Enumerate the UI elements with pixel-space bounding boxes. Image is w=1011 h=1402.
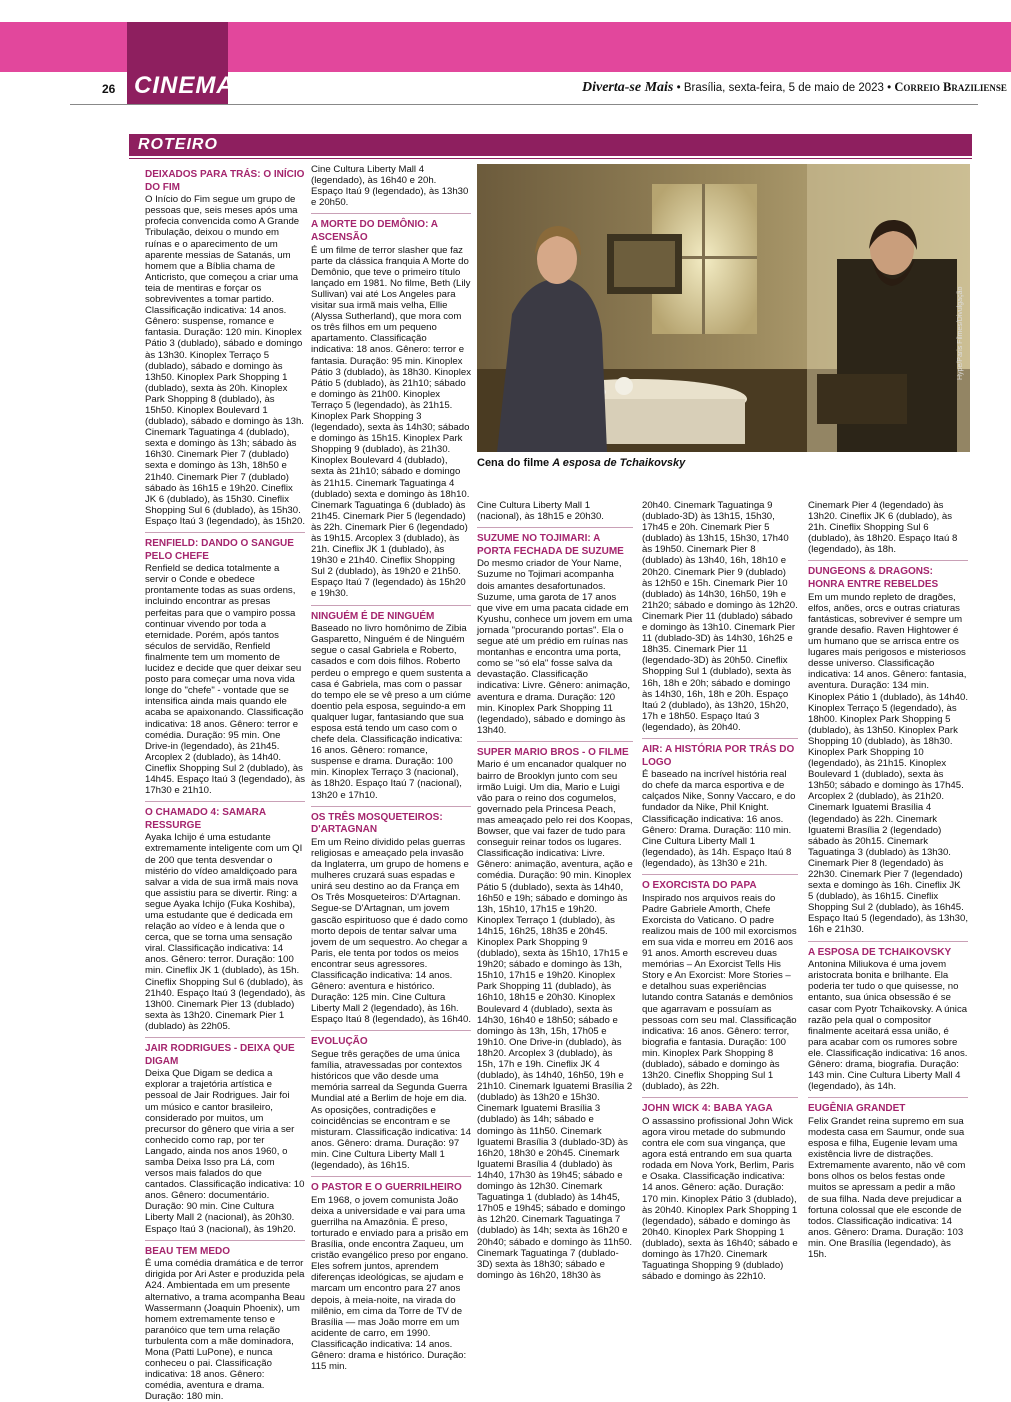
listing-divider: [477, 527, 633, 528]
header-pink-band-left: [0, 22, 127, 72]
listing-title: SUPER MARIO BROS - O FILME: [477, 746, 629, 758]
listing-text: Renfield se dedica totalmente a servir o Conde e obedece prontamente todas as suas ordens, incluindo encontrar as presas perfeitas para que o vampiro possa continuar vivendo por toda a eternidade. Porém, após tantos séculos de servidão, Renfield finalmente tem um momento de lucidez e decide que quer deixar seu posto para começar uma nova vida longe do "chefe" - vontade que se intensifica ainda mais quando ele acaba se apaixonando. Classificação indicativa: 18 anos. Gênero: terror e comédia. Duração: 95 min. One Drive-in (legendado), às 21h45. Arcoplex 2 (dublado), às 14h40. Cineflix Shopping Sul 2 (dublado), às 14h45. Espaço Itaú 3 (legendado), às 17h30 e 21h10.: [145, 563, 306, 797]
header-divider: [70, 104, 978, 105]
listing-text: Mario é um encanador qualquer no bairro de Brooklyn junto com seu irmão Luigi. Um dia, Mario e Luigi vão para o reino dos cogumelos, governado pela Princesa Peach, mas ameaçado pelo rei dos Koopas, Bowser, que vai fazer de tudo para conseguir reinar todos os lugares. Classificação indicativa: Livre. Gênero: animação, aventura, ação e comédia. Duração: 90 min. Kinoplex Pátio 5 (dublado), sexta às 14h40, 16h50 e 19h; sábado e domingo às 13h, 15h10, 17h15 e 19h20. Kinoplex Terraço 1 (dublado), às 14h15, 16h25, 18h35 e 20h45. Kinoplex Park Shopping 9 (dublado), sexta às 15h10, 17h15 e 19h20; sábado e domingo às 13h, 15h10, 17h15 e 19h20. Kinoplex Park Shopping 11 (dublado), às 16h10, 18h15 e 20h30. Kinoplex Boulevard 4 (dublado), sexta às 14h30, 16h40 e 18h50; sábado e domingo às 13h, 15h, 17h05 e 19h10. One Drive-in (dublado), às 18h20. Arcoplex 3 (dublado), às 15h, 17h e 19h. Cineflix JK 4 (dublado), às 14h40, 16h50, 19h e 21h10. Cinemark Iguatemi Brasília 2 (dublado) às 13h20 e 15h30. Cinemark Iguatemi Brasília 3 (dublado) às 14h; sábado e domingo às 11h50. Cinemark Iguatemi Brasília 3 (dublado-3D) às 16h20, 18h30 e 20h45. Cinemark Iguatemi Brasília 4 (dublado) às 14h40, 17h30 às 19h45; sábado e domingo às 12h30. Cinemark Taguatinga 1 (dublado) às 14h45, 17h05 e 19h45; sábado e domingo às 12h20. Cinemark Taguatinga 7 (dublado) às 14h; sexta às 16h20 e 20h40; sábado e domingo às 11h50. Cinemark Taguatinga 7 (dublado-3D) sexta às 18h30; sábado e domingo às 16h20, 18h30 às: [477, 759, 633, 1281]
listing-divider: [808, 560, 968, 561]
listing-text: Em um mundo repleto de dragões, elfos, anões, orcs e outras criaturas fantásticas, sobreviver é sempre um grande desafio. Raven Hightower é um humano que se arrisca entre os lugares mais perigosos e misteriosos desse universo. Classificação indicativa: 14 anos. Gênero: fantasia, aventura. Duração: 134 min. Kinoplex Pátio 1 (dublado), às 14h40. Kinoplex Terraço 5 (legendado), às 18h00. Kinoplex Park Shopping 5 (dublado), às 13h50. Kinoplex Park Shopping 10 (dublado), às 18h30. Kinoplex Park Shopping 10 (legendado), às 21h15. Kinoplex Boulevard 1 (dublado), sexta às 13h50; sábado e domingo às 17h45. Arcoplex 2 (dublado), às 21h20. Cinemark Iguatemi Brasília 4 (legendado) às 22h. Cinemark Iguatemi Brasília 2 (legendado) sábado às 20h15. Cinemark Taguatinga 3 (dublado) às 13h30. Cinemark Pier 8 (legendado) às 22h30. Cinemark Pier 7 (legendado) sexta e domingo às 16h. Cineflix JK 5 (dublado), às 16h15. Cineflix Shopping Sul 2 (dublado), às 16h45. Espaço Itaú 5 (legendado), às 13h30, 16h e 21h30.: [808, 591, 969, 936]
listing-text: Felix Grandet reina supremo em sua modesta casa em Saumur, onde sua esposa e filha, Eugenie levam uma existência livre de distrações. Extremamente avarento, não vê com bons olhos os belos festas onde muitos se apressam a pedir a mão de sua filha. Nada deve prejudicar a fortuna colossal que ele esconde de todos. Classificação indicativa: 14 anos. Gênero: Drama. Duração: 103 min. One Brasília (legendado), às 15h.: [808, 1115, 966, 1260]
listing-title: O CHAMADO 4: SAMARA RESSURGE: [145, 807, 266, 831]
section-title: CINEMA: [134, 72, 235, 99]
listing-title: A MORTE DO DEMÔNIO: A ASCENSÃO: [311, 219, 438, 243]
listing-title: EVOLUÇÃO: [311, 1036, 368, 1048]
listing-text: Cine Cultura Liberty Mall 4 (legendado), às 16h40 e 20h. Espaço Itaú 9 (legendado), às 13h30 e 20h50.: [311, 164, 469, 209]
listing-text: Ayaka Ichijo é uma estudante extremamente inteligente com um QI de 200 que tenta desvendar o mistério do vídeo amaldiçoado para salvar a vida de sua irmã mais nova que assistiu para se divertir. Ring: a segue Ayaka Ichijo (Fuka Koshiba), uma estudante que é dedicada em relação ao vídeo e à lenda que o cerca, que se torna uma sensação viral. Classificação indicativa: 14 anos. Gênero: terror. Duração: 100 min. Cineflix JK 1 (dublado), às 15h. Cineflix Shopping Sul 6 (dublado), às 21h40. Espaço Itaú 3 (legendado), às 13h00. Cinemark Pier 13 (dublado) sexta às 13h20. Cinemark Pier 1 (dublado) às 22h05.: [145, 832, 306, 1032]
listing-title: AIR: A HISTÓRIA POR TRÁS DO LOGO: [642, 743, 795, 768]
listing-column-3: [477, 500, 633, 1281]
listing-divider: [808, 1097, 968, 1098]
roteiro-bar: [129, 134, 972, 156]
listing-text: Cine Cultura Liberty Mall 1 (nacional), às 18h15 e 20h30.: [477, 500, 604, 523]
caption-prefix: Cena do filme: [477, 457, 553, 469]
photo-credit: Hype/Paris Filmes/Divulgação: [957, 286, 964, 380]
listing-text: O assassino profissional John Wick agora virou metade do submundo contra ele com sua vingança, que agora está entrando em sua quarta rodada em Nova York, Berlim, Paris e Osaka. Classificação indicativa: 14 anos. Gênero: ação. Duração: 170 min. Kinoplex Pátio 3 (dublado), às 20h40. Kinoplex Park Shopping 1 (legendado), sábado e domingo às 20h40. Kinoplex Park Shopping 1 (dublado), sexta às 16h40; sábado e domingo às 17h20. Cinemark Taguatinga Shopping 9 (dublado) sábado e domingo às 22h10.: [642, 1115, 798, 1283]
listing-column-5: [808, 500, 969, 1260]
listing-divider: [145, 801, 305, 802]
listing-text: Em um Reino dividido pelas guerras religiosas e ameaçado pela invasão da Inglaterra, um grupo de homens e mulheres cruzará suas espadas e unirá seu destino ao da França em Os Três Mosqueteiros: D'Artagnan. Segue-se D'Artagnan, um jovem gascão espirituoso que é dado como morto depois de tentar salvar uma jovem de um sequestro. Ao chegar a Paris, ele tenta por todos os meios encontrar seus agressores. Classificação indicativa: 14 anos. Gênero: aventura e histórico. Duração: 125 min. Cine Cultura Liberty Mall 2 (legendado), às 16h. Espaço Itaú 8 (legendado), às 16h40.: [311, 836, 472, 1026]
roteiro-underline: [129, 158, 972, 159]
listing-title: DEIXADOS PARA TRÁS: O INÍCIO DO FIM: [145, 169, 305, 193]
listing-text: O Início do Fim segue um grupo de pessoas que, seis meses após uma profecia convencida como A Grande Tribulação, deixou o mundo em ruínas e o aparecimento de um aparente messias de Satanás, um homem que a Bíblia chama de Anticristo, que começou a criar uma teia de mentiras e forçar os sobreviventes a tomar partido. Classificação indicativa: 14 anos. Gênero: suspense, romance e fantasia. Duração: 120 min. Kinoplex Pátio 3 (dublado), sábado e domingo às 13h30. Kinoplex Terraço 5 (dublado), sábado e domingo às 13h50. Kinoplex Park Shopping 1 (dublado), sexta às 20h. Kinoplex Park Shopping 8 (dublado), às 15h50. Kinoplex Boulevard 1 (dublado), sábado e domingo às 13h. Cinemark Taguatinga 4 (dublado), sexta e domingo às 13h; sábado às 16h30. Cinemark Pier 7 (dublado) sexta e domingo às 13h, 18h50 e 21h40. Cinemark Pier 7 (dublado) sábado às 16h15 e 19h20. Cineflix JK 6 (dublado), às 15h30. Cineflix Shopping Sul 6 (dublado), às 15h30. Espaço Itaú 3 (legendado), às 15h20.: [145, 194, 306, 527]
listing-text: Em 1968, o jovem comunista João deixa a universidade e vai para uma guerrilha na Amazônia. É preso, torturado e enviado para a prisão em Brasília, onde encontra Zaqueu, um cristão evangélico preso por engano. Eles sofrem juntos, aprendem diferenças ideológicas, se ajudam e marcam um encontro para 27 anos depois, à meia-noite, na virada do milênio, em cima da Torre de TV de Brasília — mas João morre em um acidente de carro, em 1990. Classificação indicativa: 14 anos. Gênero: drama e histórico. Duração: 115 min.: [311, 1194, 469, 1373]
listing-title: A ESPOSA DE TCHAIKOVSKY: [808, 946, 952, 958]
newspaper-name: Correio Braziliense: [894, 80, 1007, 94]
listing-title: JAIR RODRIGUES - DEIXA QUE DIGAM: [145, 1043, 295, 1067]
dateline-text: Brasília, sexta-feira, 5 de maio de 2023: [683, 82, 884, 94]
page-number: 26: [102, 82, 116, 96]
listing-divider: [311, 1030, 471, 1031]
listing-text: É uma comédia dramática e de terror dirigida por Ari Aster e produzida pela A24. Ambientada em um presente alternativo, a trama acompanha Beau Wassermann (Joaquin Phoenix), um homem extremamente tenso e paranóico que tem uma relação turbulenta com a mãe dominadora, Mona (Patti LuPone), e nunca conheceu o pai. Classificação indicativa: 18 anos. Gênero: comédia, aventura e drama. Duração: 180 min.: [145, 1258, 305, 1402]
listing-divider: [642, 874, 798, 875]
listing-divider: [145, 1037, 305, 1038]
bullet-icon: •: [887, 82, 895, 94]
listing-column-4: [642, 500, 798, 1283]
listing-divider: [145, 1240, 305, 1241]
supplement-name: Diverta-se Mais: [582, 80, 674, 95]
listing-column-1: [145, 164, 306, 1402]
listing-text: Inspirado nos arquivos reais do Padre Gabriele Amorth, Chefe Exorcista do Vaticano. O padre realizou mais de 100 mil exorcismos em sua vida e morreu em 2016 aos 91 anos. Amorth escreveu duas memórias – An Exorcist Tells His Story e An Exorcist: More Stories – e detalhou suas experiências lutando contra Satanás e demônios que agarravam e possuíam as pessoas com seu mal. Classificação indicativa: 16 anos. Gênero: terror, biografia e fantasia. Duração: 100 min. Kinoplex Park Shopping 8 (dublado), sábado e domingo às 13h20. Cineflix Shopping Sul 1 (dublado), às 22h.: [642, 892, 797, 1093]
listing-divider: [808, 941, 968, 942]
listing-title: O PASTOR E O GUERRILHEIRO: [311, 1182, 462, 1194]
listing-title: OS TRÊS MOSQUETEIROS: D'ARTAGNAN: [311, 811, 443, 836]
bullet-icon: •: [676, 82, 684, 94]
listing-title: O EXORCISTA DO PAPA: [642, 880, 757, 891]
photo-caption: [477, 457, 685, 469]
listing-text: É um filme de terror slasher que faz parte da clássica franquia A Morte do Demônio, que teve o primeiro título lançado em 1981. No filme, Beth (Lily Sullivan) vai até Los Angeles para visitar sua irmã mais velha, Ellie (Alyssa Sutherland), que mora com os três filhos em um pequeno apartamento. Classificação indicativa: 18 anos. Gênero: terror e fantasia. Duração: 95 min. Kinoplex Pátio 3 (dublado), às 18h30. Kinoplex Pátio 5 (dublado), às 21h10; sábado e domingo às 21h00. Kinoplex Terraço 5 (legendado), às 21h15. Kinoplex Park Shopping 3 (legendado), sexta às 14h30; sábado e domingo às 15h15. Kinoplex Park Shopping 9 (dublado), às 21h30. Kinoplex Boulevard 4 (dublado), sexta às 21h10; sábado e domingo às 21h15. Cinemark Taguatinga 4 (dublado) sexta e domingo às 18h10. Cinemark Taguatinga 6 (dublado) às 21h45. Cinemark Pier 5 (legendado) às 22h. Cinemark Pier 6 (legendado) às 19h15. Arcoplex 3 (dublado), às 21h. Cineflix JK 1 (dublado), às 19h30 e 21h40. Cineflix Shopping Sul 2 (dublado), às 19h20 e 21h50. Espaço Itaú 7 (legendado) às 15h20 e 19h30.: [311, 244, 472, 600]
listing-title: DUNGEONS & DRAGONS: HONRA ENTRE REBELDES: [808, 566, 939, 591]
listing-title: JOHN WICK 4: BABA YAGA: [642, 1103, 773, 1115]
listing-text: Baseado no livro homônimo de Zibia Gasparetto, Ninguém é de Ninguém segue o casal Gabriela e Roberto, casados e com dois filhos. Roberto perdeu o emprego e quem sustenta a casa é Gabriela, mas com o passar do tempo ele se vê preso a um ciúme doentio pela esposa, seguindo-a em qualquer lugar, fantasiando que sua esposa está tendo um caso com o chefe dela. Classificação indicativa: 16 anos. Gênero: romance, suspense e drama. Duração: 100 min. Kinoplex Terraço 3 (nacional), às 18h20. Espaço Itaú 7 (nacional), 13h20 e 17h10.: [311, 623, 472, 801]
listing-title: BEAU TEM MEDO: [145, 1245, 230, 1257]
listing-divider: [642, 1097, 798, 1098]
listing-divider: [311, 605, 471, 606]
listing-divider: [477, 741, 633, 742]
roteiro-title: ROTEIRO: [138, 136, 218, 153]
listing-title: RENFIELD: DANDO O SANGUE PELO CHEFE: [145, 538, 294, 562]
film-still-illustration: [477, 164, 970, 452]
listing-title: NINGUÉM É DE NINGUÉM: [311, 610, 435, 622]
listing-text: Segue três gerações de uma única família, atravessadas por contextos históricos que vão desde uma memória sarreal da Segunda Guerra Mundial até a Berlim de hoje em dia. As oposições, contradições e coincidências se encontram e se misturam. Classificação indicativa: 14 anos. Gênero: drama. Duração: 97 min. Cine Cultura Liberty Mall 1 (legendado), às 16h15.: [311, 1049, 471, 1171]
listing-title: EUGÊNIA GRANDET: [808, 1103, 906, 1115]
listing-text: Antonina Miliukova é uma jovem aristocrata bonita e brilhante. Ela poderia ter tudo o que quisesse, no entanto, sua única obsessão é se casar com Pyotr Tchaikovsky. A única razão pela qual o compositor finalmente aceitará essa união, é para acabar com os rumores sobre ele. Classificação indicativa: 16 anos. Gênero: drama, biografia. Duração: 143 min. Cine Cultura Liberty Mall 4 (legendado), às 14h.: [808, 959, 968, 1093]
header-dateline: [582, 80, 1007, 96]
caption-film-title: A esposa de Tchaikovsky: [552, 457, 686, 469]
listing-divider: [642, 738, 798, 739]
listing-text: Cinemark Pier 4 (legendado) às 13h20. Cineflix JK 6 (dublado), às 21h. Cineflix Shopping Sul 6 (dublado), às 18h20. Espaço Itaú 8 (legendado), às 18h.: [808, 500, 958, 556]
listing-divider: [311, 806, 471, 807]
listing-text: 20h40. Cinemark Taguatinga 9 (dublado-3D) às 13h15, 15h30, 17h45 e 20h. Cinemark Pier 5 (dublado) às 13h15, 15h30, 17h40 às 19h50. Cinemark Pier 8 (dublado) às 13h40, 16h, 18h10 e 20h20. Cinemark Pier 9 (dublado) às 12h50 e 15h. Cinemark Pier 10 (dublado) às 14h30, 16h50, 19h e 21h20; sábado e domingo às 12h20. Cinemark Pier 11 (dublado) sábado e domingo às 13h10. Cinemark Pier 11 (dublado-3D) às 14h30, 16h25 e 18h35. Cinemark Pier 11 (legendado-3D) às 20h50. Cineflix Shopping Sul 1 (dublado), sexta às 16h, 18h e 20h; sábado e domingo às 14h30, 16h, 18h e 20h. Espaço Itaú 2 (dublado), às 13h20, 15h20, 17h e 18h50. Espaço Itaú 3 (legendado), às 20h40.: [642, 500, 798, 733]
listing-text: Deixa Que Digam se dedica a explorar a trajetória artística e pessoal de Jair Rodrigues. Jair foi um músico e cantor brasileiro, considerado por muitos, um precursor do gênero que viria a ser conhecido como rap, por ter Langado, ainda nos anos 1960, o samba Deixa Isso pra Lá, com versos mais falados do que cantados. Classificação indicativa: 10 anos. Gênero: documentário. Duração: 90 min. Cine Cultura Liberty Mall 2 (nacional), às 20h30. Espaço Itaú 3 (nacional), às 19h20.: [145, 1068, 305, 1235]
listing-text: É baseado na incrível história real do chefe da marca esportiva e de calçados Nike, Sonny Vaccaro, e do fundador da Nike, Phil Knight. Classificação indicativa: 16 anos. Gênero: Drama. Duração: 110 min. Cine Cultura Liberty Mall 1 (legendado), às 14h. Espaço Itaú 8 (legendado), às 13h30 e 21h.: [642, 769, 796, 869]
listing-column-2: [311, 164, 472, 1373]
listing-divider: [145, 532, 305, 533]
listing-text: Do mesmo criador de Your Name, Suzume no Tojimari acompanha dois amantes desafortunados. Suzume, uma garota de 17 anos que vive em uma pacata cidade em Kyushu, conhece um jovem em uma jornada "procurando portas". Ela o segue até um prédio em ruínas nas montanhas e encontra uma porta, como se "só ela" fosse salva da devastação. Classificação indicativa: Livre. Gênero: animação, aventura e drama. Duração: 120 min. Kinoplex Park Shopping 11 (legendado), sábado e domingo às 13h40.: [477, 558, 633, 736]
listing-divider: [311, 213, 471, 214]
film-still-photo: [477, 164, 970, 452]
listing-divider: [311, 1176, 471, 1177]
header-pink-band-right: [228, 22, 1011, 72]
listing-title: SUZUME NO TOJIMARI: A PORTA FECHADA DE SUZUME: [477, 533, 624, 557]
